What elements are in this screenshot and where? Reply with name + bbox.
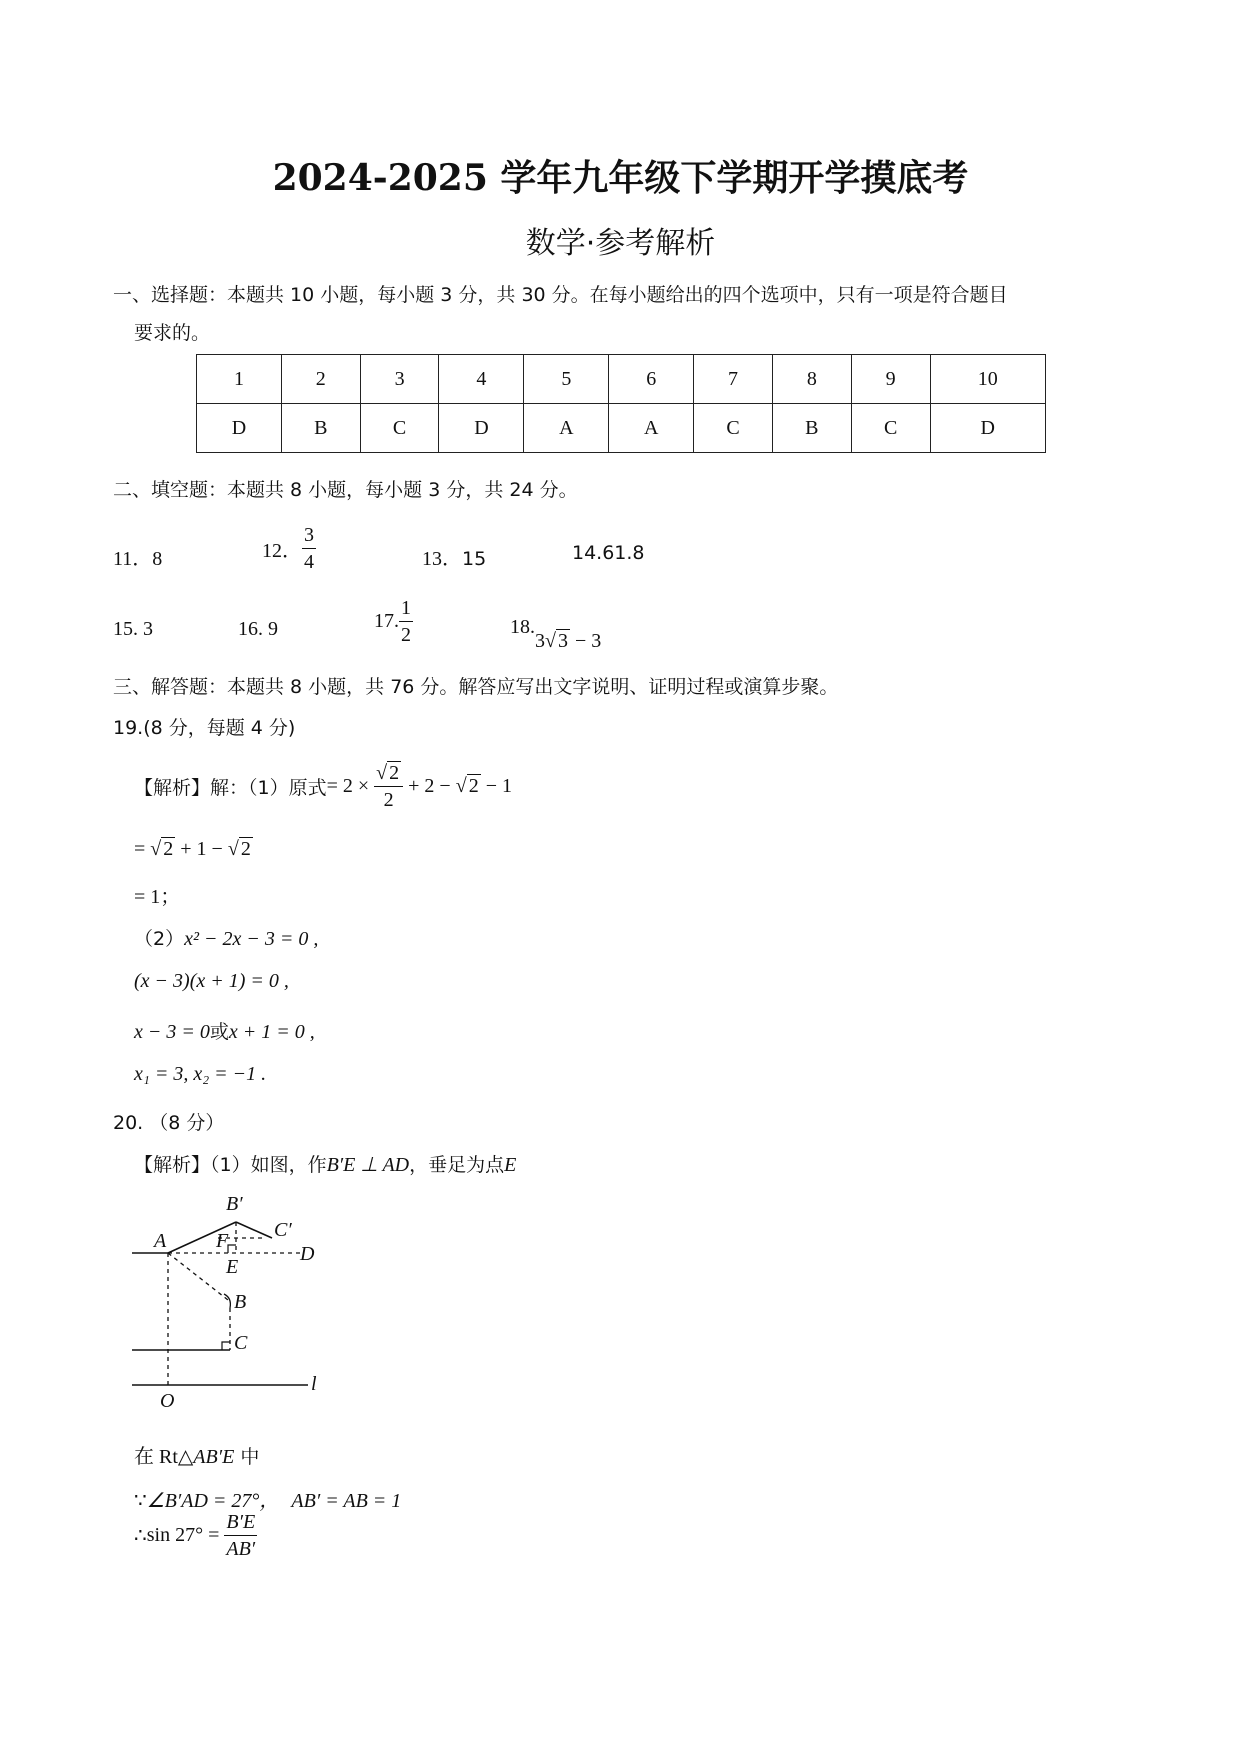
answer-table-answers [197, 404, 1046, 453]
label-d: D [300, 1243, 315, 1265]
answer-table [196, 354, 1046, 453]
right-angle-mark-e [228, 1245, 236, 1253]
dashed-line-ab [168, 1253, 228, 1300]
q19-eq1-fraction [374, 763, 403, 810]
q12-denominator: 4 [304, 551, 314, 573]
q12-fraction [302, 525, 316, 572]
q20-l4-denominator: AB′ [226, 1538, 256, 1560]
answer-q17 [374, 598, 413, 645]
answer-cell: A [524, 404, 609, 453]
question-number: 4 [439, 355, 524, 404]
q20-l4-fraction [224, 1512, 257, 1559]
q19-solution-line3: = 1； [134, 886, 181, 908]
q20-solution-line2 [134, 1440, 259, 1469]
answer-q12 [262, 525, 316, 572]
q19-eq1-part-b: + 2 − [403, 775, 456, 797]
q18-coef: 3 [535, 630, 545, 652]
q20-l1-prefix: 【解析】（1）如图，作 [134, 1154, 327, 1176]
q19-eq1-denominator: 2 [383, 789, 394, 811]
question-number: 3 [360, 355, 439, 404]
arc-at-b [224, 1294, 230, 1308]
q20-l2-triangle: AB′E [193, 1446, 235, 1468]
q19-heading: 19.(8 分，每题 4 分) [113, 717, 296, 739]
answer-q15: 15. 3 [113, 618, 153, 640]
section3-heading: 三、解答题：本题共 8 小题，共 76 分。解答应写出文字说明、证明过程或演算步聚。 [113, 676, 839, 698]
q20-solution-line4 [134, 1512, 257, 1559]
because-symbol: ∵ [134, 1490, 147, 1512]
geometry-figure [128, 1190, 338, 1420]
q19-eq1-numerator: √ 2 [374, 763, 403, 787]
answer-cell: D [197, 404, 282, 453]
q19-eq1-radicand2: 2 [468, 775, 479, 797]
q19-eq1-num-radicand: 2 [389, 762, 400, 784]
q19-l2-part-b: + 1 − [175, 838, 228, 860]
answer-cell: C [694, 404, 773, 453]
q20-l3-angle: ∠B′AD = 27°， [146, 1490, 280, 1512]
q19-eq1-part-c: − 1 [480, 775, 512, 797]
q19-l2-radicand2: 2 [240, 838, 251, 860]
q18-label: 18. [510, 616, 535, 638]
q20-l4-numerator: B′E [224, 1512, 257, 1536]
label-e: E [226, 1256, 239, 1278]
q19-solution-line7: x₁ = 3, x₂ = −1 . [134, 1063, 267, 1085]
q19-l6-or: 或 [209, 1021, 229, 1043]
q11-label: 11． [113, 548, 153, 570]
q17-label: 17. [374, 610, 399, 632]
answer-cell: B [772, 404, 851, 453]
answer-table-numbers [197, 355, 1046, 404]
q17-fraction [399, 598, 413, 645]
segment-bprime-cprime [236, 1222, 272, 1238]
q19-l2-part-a: = [134, 838, 151, 860]
section1-heading-cont: 要求的。 [134, 322, 211, 344]
answer-q11 [113, 542, 162, 571]
q19-l4-prefix: （2） [134, 928, 185, 950]
q18-tail: − 3 [569, 630, 602, 652]
q13-value: 15 [462, 548, 487, 570]
question-number: 2 [281, 355, 360, 404]
question-number: 5 [524, 355, 609, 404]
q20-l3-equality: AB′ = AB = 1 [291, 1490, 402, 1512]
answer-cell: C [851, 404, 930, 453]
answer-q14: 14.61.8 [572, 542, 645, 564]
q19-prefix: 【解析】解：（1）原式 [134, 777, 327, 799]
q12-label: 12． [262, 540, 302, 562]
question-number: 8 [772, 355, 851, 404]
q19-solution-line4 [134, 924, 318, 951]
question-number: 10 [930, 355, 1045, 404]
label-l: l [311, 1373, 317, 1395]
page-subtitle: 数学·参考解析 [525, 226, 716, 261]
label-f: F [216, 1230, 229, 1252]
answer-q18: 18.3√ 3 − 3 [510, 616, 602, 652]
therefore-symbol: ∴ [134, 1525, 147, 1547]
q19-l6-part-b: x + 1 = 0 , [228, 1021, 315, 1043]
section1-heading: 一、选择题：本题共 10 小题，每小题 3 分，共 30 分。在每小题给出的四个选项中，只有一项是符合题目 [113, 284, 1008, 306]
q17-denominator: 2 [401, 624, 411, 646]
q19-l4-equation: x² − 2x − 3 = 0 , [184, 928, 319, 950]
q20-l2-part-c: 中 [234, 1446, 260, 1468]
label-b: B [234, 1291, 247, 1313]
q18-radicand: 3 [557, 630, 568, 652]
q12-numerator: 3 [302, 525, 316, 549]
q19-eq1-part-a: = 2 × [326, 775, 375, 797]
q20-l4-sin: sin 27° = [146, 1524, 225, 1546]
label-a: A [154, 1230, 167, 1252]
answer-cell: A [609, 404, 694, 453]
answer-cell: C [360, 404, 439, 453]
q19-l6-part-a: x − 3 = 0 [134, 1021, 210, 1043]
question-number: 7 [694, 355, 773, 404]
answer-cell: D [930, 404, 1045, 453]
question-number: 9 [851, 355, 930, 404]
q19-l2-radicand1: 2 [163, 838, 174, 860]
q20-solution-line1 [134, 1150, 516, 1177]
right-angle-mark-c [222, 1342, 230, 1350]
q20-l2-part-a: 在 Rt△ [134, 1446, 194, 1468]
question-number: 1 [197, 355, 282, 404]
q19-solution-line1: 【解析】解：（1）原式= 2 × $\frac{√ 2}{2}$ + 2 − √ 2 − 1 [134, 762, 512, 811]
label-b-prime: B′ [226, 1193, 243, 1215]
label-o: O [160, 1390, 175, 1412]
label-c: C [234, 1332, 248, 1354]
page-title: 2024-2025 学年九年级下学期开学摸底考 [272, 157, 969, 199]
q19-solution-line5: (x − 3)(x + 1) = 0 , [134, 970, 289, 992]
q19-solution-line2: = √ 2 + 1 − √ 2 [134, 838, 251, 860]
q20-solution-line3 [134, 1484, 401, 1513]
answer-cell: B [281, 404, 360, 453]
q17-numerator: 1 [399, 598, 413, 622]
answer-q13 [422, 542, 486, 571]
answer-cell: D [439, 404, 524, 453]
q13-label: 13． [422, 548, 462, 570]
answer-q16: 16. 9 [238, 618, 278, 640]
question-number: 6 [609, 355, 694, 404]
section2-heading: 二、填空题：本题共 8 小题，每小题 3 分，共 24 分。 [113, 479, 578, 501]
q19-solution-line6 [134, 1017, 315, 1044]
label-c-prime: C′ [274, 1219, 292, 1241]
q20-l1-expression: B′E ⊥ AD [326, 1154, 410, 1176]
q20-l1-middle: ，垂足为点 [409, 1154, 505, 1176]
q20-l1-point-e: E [504, 1154, 517, 1176]
q20-heading: 20. （8 分） [113, 1112, 225, 1134]
q11-value: 8 [152, 548, 163, 570]
